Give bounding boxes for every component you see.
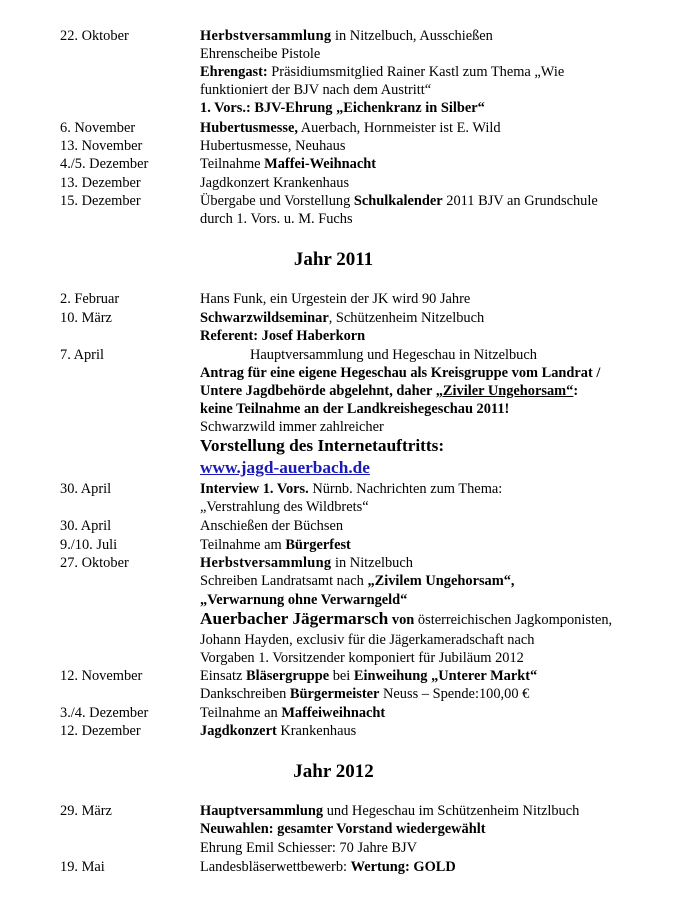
- entry-text: [200, 802, 579, 820]
- entry-text: 1. Vors.: BJV-Ehrung „Eichenkranz in Silber“: [200, 100, 485, 116]
- event-bold: „Ziviler Ungehorsam“: [435, 383, 574, 399]
- entry-date: 7. April: [60, 347, 104, 363]
- entry-date: 13. Dezember: [60, 175, 141, 191]
- event-bold: Herbstversammlung: [200, 555, 332, 571]
- event-bold: Einweihung „Unterer Markt“: [353, 668, 538, 684]
- event-bold: Herbstversammlung: [200, 28, 332, 44]
- entry-text: Johann Hayden, exclusiv für die Jägerkameradschaft nach: [200, 632, 535, 648]
- entry-text: Hubertusmesse, Neuhaus: [200, 138, 346, 154]
- entry-date: 6. November: [60, 120, 136, 136]
- event-text: und Hegeschau im Schützenheim Nitzlbuch: [323, 803, 580, 819]
- entry-date: 30. April: [60, 481, 112, 497]
- event-text: Teilnahme: [200, 156, 265, 172]
- event-bold: Auerbacher Jägermarsch: [200, 609, 389, 628]
- entry-text: [200, 155, 376, 173]
- entry-text: [200, 119, 501, 137]
- entry-text: Anschießen der Büchsen: [200, 518, 344, 534]
- entry-text: Neuwahlen: gesamter Vorstand wiedergewählt: [200, 821, 486, 837]
- entry-text: [200, 480, 502, 498]
- entry-date: 12. Dezember: [60, 723, 141, 739]
- entry-date: 22. Oktober: [60, 28, 129, 44]
- entry-date: 9./10. Juli: [60, 537, 118, 553]
- entry-text: [200, 610, 612, 629]
- event-text: Hauptversammlung und Hegeschau in Nitzelbuch: [250, 347, 537, 363]
- entry-text: Schwarzwild immer zahlreicher: [200, 419, 384, 435]
- event-text: Übergabe und Vorstellung: [200, 193, 354, 209]
- event-text: 2011 BJV an Grundschule: [442, 193, 598, 209]
- entry-text: [200, 667, 537, 685]
- entry-text: [200, 554, 413, 572]
- event-bold: „Zivilem Ungehorsam“,: [367, 573, 515, 589]
- entry-text: [200, 572, 515, 590]
- entry-date: 19. Mai: [60, 859, 105, 875]
- event-bold: :: [573, 383, 579, 399]
- entry-text: [200, 346, 537, 364]
- event-text: Schreiben Landratsamt nach: [200, 573, 368, 589]
- event-text: österreichischen Jagkomponisten,: [414, 612, 613, 628]
- event-text: Nürnb. Nachrichten zum Thema:: [308, 481, 503, 497]
- event-bold: Ehrengast:: [200, 64, 268, 80]
- year-heading: Jahr 2011: [293, 249, 374, 270]
- entry-text: [200, 704, 385, 722]
- event-bold: Schwarzwildseminar: [200, 310, 329, 326]
- entry-text: Vorgaben 1. Vorsitzender komponiert für Jubiläum 2012: [200, 650, 524, 666]
- entry-text: funktioniert der BJV nach dem Austritt“: [200, 82, 432, 98]
- entry-text: Antrag für eine eigene Hegeschau als Kreisgruppe vom Landrat /: [200, 365, 601, 381]
- entry-date: 4./5. Dezember: [60, 156, 149, 172]
- event-text: Dankschreiben: [200, 686, 290, 702]
- entry-text: „Verwarnung ohne Verwarngeld“: [200, 592, 408, 608]
- event-bold: Bläsergruppe: [245, 668, 330, 684]
- entry-text: [200, 382, 578, 400]
- event-text: Neuss – Spende:100,00 €: [379, 686, 530, 702]
- entry-text: [200, 536, 351, 554]
- entry-text: Ehrenscheibe Pistole: [200, 46, 321, 62]
- event-text: Einsatz: [200, 668, 246, 684]
- event-text: Krankenhaus: [276, 723, 357, 739]
- entry-text: [200, 685, 529, 703]
- entry-text: [200, 192, 598, 210]
- event-text: , Schützenheim Nitzelbuch: [328, 310, 485, 326]
- event-bold: Untere Jagdbehörde abgelehnt, daher: [200, 383, 436, 399]
- entry-date: 27. Oktober: [60, 555, 129, 571]
- entry-text: [200, 309, 484, 327]
- entry-date: 13. November: [60, 138, 143, 154]
- entry-text: Vorstellung des Internetauftritts:: [200, 436, 445, 455]
- event-bold: Interview 1. Vors.: [200, 481, 309, 497]
- entry-date: 29. März: [60, 803, 112, 819]
- entry-text: durch 1. Vors. u. M. Fuchs: [200, 211, 353, 227]
- entry-text: [200, 858, 456, 876]
- event-bold: Maffei-Weihnacht: [264, 156, 377, 172]
- entry-text: „Verstrahlung des Wildbrets“: [200, 499, 369, 515]
- event-text: Teilnahme am: [200, 537, 286, 553]
- entry-date: 10. März: [60, 310, 112, 326]
- entry-text: Referent: Josef Haberkorn: [200, 328, 366, 344]
- entry-text: Ehrung Emil Schiesser: 70 Jahre BJV: [200, 840, 418, 856]
- entry-text: Hans Funk, ein Urgestein der JK wird 90 Jahre: [200, 291, 471, 307]
- event-text: Auerbach, Hornmeister ist E. Wild: [297, 120, 501, 136]
- event-bold: Hubertusmesse,: [200, 120, 298, 136]
- entry-text: [200, 27, 493, 45]
- website-link[interactable]: www.jagd-auerbach.de: [200, 458, 370, 477]
- entry-text: keine Teilnahme an der Landkreishegeschau 2011!: [200, 401, 510, 417]
- event-bold: Jagdkonzert: [200, 723, 277, 739]
- entry-date: 15. Dezember: [60, 193, 141, 209]
- event-bold: Bürgerfest: [285, 537, 351, 553]
- event-bold: Wertung: GOLD: [350, 859, 456, 875]
- event-text: Landesbläserwettbewerb:: [200, 859, 351, 875]
- entry-date: 2. Februar: [60, 291, 120, 307]
- event-text: in Nitzelbuch: [331, 555, 413, 571]
- entry-text: [200, 722, 356, 740]
- event-text: Teilnahme an: [200, 705, 282, 721]
- entry-text: [200, 63, 564, 81]
- event-text: Präsidiumsmitglied Rainer Kastl zum Thema „Wie: [267, 64, 565, 80]
- event-bold: von: [388, 612, 415, 628]
- event-bold: Hauptversammlung: [200, 803, 324, 819]
- year-heading: Jahr 2012: [293, 761, 374, 782]
- event-text: bei: [329, 668, 354, 684]
- event-bold: Maffeiweihnacht: [281, 705, 386, 721]
- event-bold: Schulkalender: [353, 193, 443, 209]
- event-text: in Nitzelbuch, Ausschießen: [331, 28, 493, 44]
- entry-text: Jagdkonzert Krankenhaus: [200, 175, 350, 191]
- entry-date: 3./4. Dezember: [60, 705, 149, 721]
- entry-date: 12. November: [60, 668, 143, 684]
- entry-date: 30. April: [60, 518, 112, 534]
- event-bold: Bürgermeister: [289, 686, 380, 702]
